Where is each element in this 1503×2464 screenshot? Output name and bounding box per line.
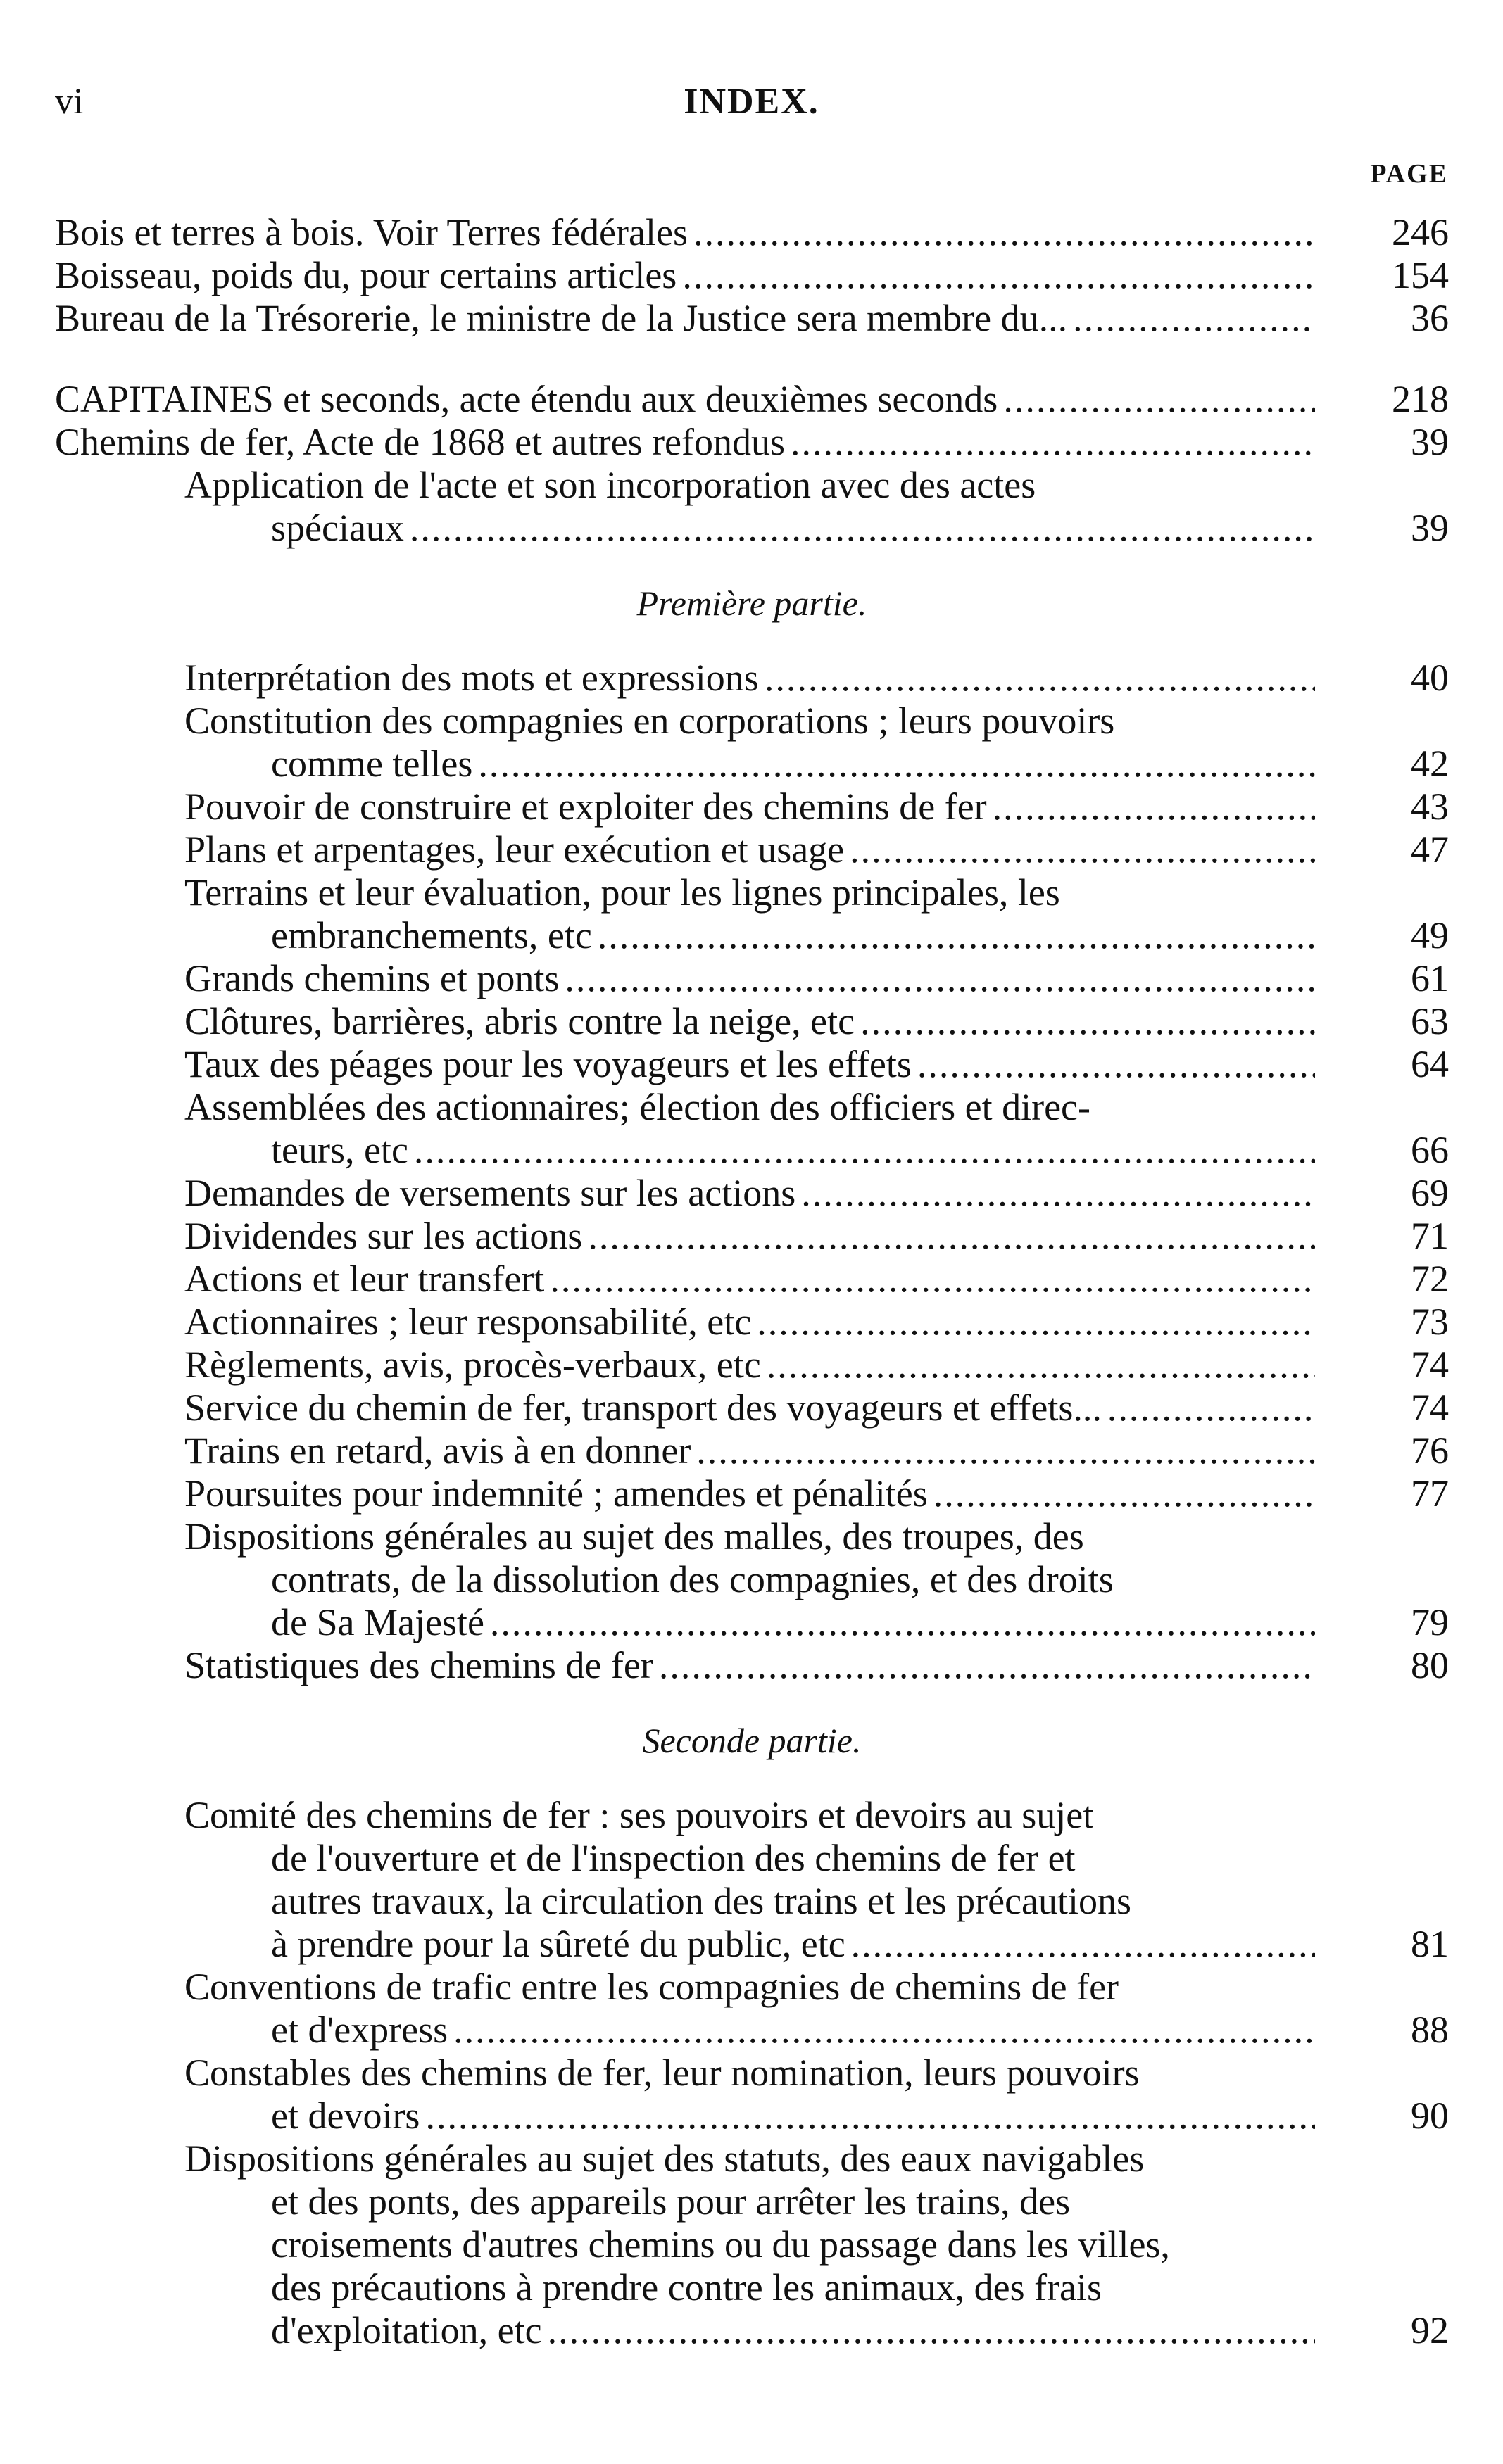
entry-line (55, 254, 1315, 297)
dot-leader (851, 1923, 1315, 1966)
entry-line (184, 2095, 1315, 2137)
index-entry (55, 1301, 1449, 1344)
entry-line (184, 1429, 1315, 1472)
entry-line (184, 743, 1315, 785)
dot-leader (478, 743, 1315, 785)
dot-leader (765, 657, 1315, 700)
dot-leader (682, 254, 1315, 297)
page-number: 73 (1411, 1301, 1449, 1343)
page-number: 42 (1411, 743, 1449, 785)
dot-leader (801, 1172, 1315, 1215)
index-entry (55, 700, 1449, 785)
page-title: INDEX. (684, 82, 819, 122)
entry-line (184, 828, 1315, 871)
entry-text: Statistiques des chemins de fer (184, 1644, 653, 1686)
entry-line (184, 785, 1315, 828)
entry-line (184, 1043, 1315, 1086)
dot-leader (860, 1000, 1315, 1043)
page-number: 74 (1411, 1344, 1449, 1386)
entry-line (184, 1344, 1315, 1386)
page-number: 39 (1411, 507, 1449, 549)
entry-line (184, 1601, 1315, 1644)
entry-text: Interprétation des mots et expressions (184, 657, 759, 699)
entry-line (184, 914, 1315, 957)
entry-line (184, 1000, 1315, 1043)
page-number: 69 (1411, 1172, 1449, 1214)
entry-text: Bureau de la Trésorerie, le ministre de la Justice sera membre du... (55, 297, 1068, 339)
page-number: 40 (1411, 657, 1449, 699)
page-number: 39 (1411, 421, 1449, 463)
entry-text: de Sa Majesté (271, 1601, 484, 1643)
entry-text: teurs, etc (271, 1129, 408, 1171)
entry-line (55, 297, 1315, 340)
entry-text: embranchements, etc (271, 914, 592, 956)
page-number: 74 (1411, 1386, 1449, 1429)
dot-leader (791, 421, 1315, 464)
dot-leader (850, 828, 1315, 871)
index-entry (55, 1215, 1449, 1258)
page-number: 88 (1411, 2009, 1449, 2051)
section-title-premiere: Première partie. (636, 583, 867, 623)
entry-text: Poursuites pour indemnité ; amendes et pénalités (184, 1472, 928, 1515)
dot-leader (1003, 378, 1315, 421)
page-number: 90 (1411, 2095, 1449, 2137)
entry-text: Dividendes sur les actions (184, 1215, 583, 1257)
page-number: 61 (1411, 957, 1449, 999)
index-entry (55, 464, 1449, 550)
index-entry (55, 1172, 1449, 1215)
entry-text: Boisseau, poids du, pour certains articles (55, 254, 677, 296)
index-entry (55, 211, 1449, 254)
index-entry (55, 785, 1449, 828)
entry-line (184, 1472, 1315, 1515)
entry-line (184, 507, 1315, 550)
page-header (55, 67, 1448, 130)
dot-leader (659, 1644, 1315, 1687)
entry-line (184, 957, 1315, 1000)
index-entry (55, 1644, 1449, 1687)
dot-leader (453, 2009, 1315, 2052)
section-title-seconde: Seconde partie. (642, 1721, 862, 1760)
entry-line (184, 1301, 1315, 1344)
entry-line (184, 1129, 1315, 1172)
entry-text: autres travaux, la circulation des trains et les précautions (271, 1880, 1132, 1922)
dot-leader (410, 507, 1315, 550)
page-number: 154 (1392, 254, 1449, 296)
entry-text: des précautions à prendre contre les animaux, des frais (271, 2266, 1102, 2308)
entry-text: contrats, de la dissolution des compagnies, et des droits (271, 1558, 1114, 1600)
entry-line (184, 2309, 1315, 2352)
entry-line (184, 1644, 1315, 1687)
entry-text: Chemins de fer, Acte de 1868 et autres refondus (55, 421, 786, 463)
entry-line (184, 1258, 1315, 1301)
entry-text: Constables des chemins de fer, leur nomination, leurs pouvoirs (184, 2052, 1140, 2094)
dot-leader (414, 1129, 1315, 1172)
entry-text: Taux des péages pour les voyageurs et les effets (184, 1043, 912, 1085)
entry-text: Grands chemins et ponts (184, 957, 560, 999)
page-number: 72 (1411, 1258, 1449, 1300)
dot-leader (425, 2095, 1315, 2137)
entry-text: et d'express (271, 2009, 448, 2051)
entry-text: Comité des chemins de fer : ses pouvoirs et devoirs au sujet (184, 1794, 1094, 1836)
index-entry (55, 2137, 1449, 2352)
dot-leader (548, 2309, 1315, 2352)
entry-line (184, 1923, 1315, 1966)
index-entry (55, 1086, 1449, 1172)
index-entry (55, 828, 1449, 871)
entry-text: Pouvoir de construire et exploiter des chemins de fer (184, 785, 987, 828)
dot-leader (1073, 297, 1315, 340)
entry-text: Demandes de versements sur les actions (184, 1172, 796, 1214)
page-column-label: PAGE (1370, 159, 1448, 189)
entry-line (184, 657, 1315, 700)
entry-text: spéciaux (271, 507, 404, 549)
entry-text: d'exploitation, etc (271, 2309, 542, 2351)
entry-text: croisements d'autres chemins ou du passage dans les villes, (271, 2223, 1170, 2266)
entry-text: Assemblées des actionnaires; élection des officiers et direc- (184, 1086, 1091, 1128)
page-number: 49 (1411, 914, 1449, 956)
index-entry (55, 1472, 1449, 1515)
index-entry (55, 2052, 1449, 2137)
entry-text: de l'ouverture et de l'inspection des chemins de fer et (271, 1837, 1076, 1879)
dot-leader (917, 1043, 1315, 1086)
page-folio: vi (55, 82, 84, 122)
page-number: 81 (1411, 1923, 1449, 1965)
index-entry (55, 254, 1449, 297)
index-entry (55, 657, 1449, 700)
index-entry (55, 1043, 1449, 1086)
entry-text: comme telles (271, 743, 473, 785)
entry-text: Terrains et leur évaluation, pour les lignes principales, les (184, 871, 1060, 914)
entry-text: à prendre pour la sûreté du public, etc (271, 1923, 845, 1965)
index-entry (55, 1515, 1449, 1644)
index-entry (55, 1386, 1449, 1429)
page-number: 47 (1411, 828, 1449, 871)
entry-text: Constitution des compagnies en corporations ; leurs pouvoirs (184, 700, 1115, 742)
entry-line (55, 211, 1315, 254)
index-entry (55, 378, 1449, 421)
dot-leader (757, 1301, 1315, 1344)
dot-leader (598, 914, 1315, 957)
entry-line (184, 1215, 1315, 1258)
entry-text: Clôtures, barrières, abris contre la neige, etc (184, 1000, 855, 1042)
page-number: 246 (1392, 211, 1449, 253)
page-number: 43 (1411, 785, 1449, 828)
entry-text: Service du chemin de fer, transport des voyageurs et effets... (184, 1386, 1102, 1429)
page-number: 66 (1411, 1129, 1449, 1171)
entry-text: Conventions de trafic entre les compagnies de chemins de fer (184, 1966, 1119, 2008)
index-entry (55, 1344, 1449, 1386)
entry-text: Actions et leur transfert (184, 1258, 545, 1300)
dot-leader (565, 957, 1315, 1000)
dot-leader (767, 1344, 1315, 1386)
entry-text: Plans et arpentages, leur exécution et usage (184, 828, 845, 871)
entry-text: et des ponts, des appareils pour arrêter les trains, des (271, 2180, 1071, 2223)
entry-text: Dispositions générales au sujet des statuts, des eaux navigables (184, 2137, 1145, 2180)
entry-text: CAPITAINES et seconds, acte étendu aux deuxièmes seconds (55, 378, 998, 420)
index-entry (55, 421, 1449, 464)
entry-line (55, 421, 1315, 464)
entry-text: Dispositions générales au sujet des malles, des troupes, des (184, 1515, 1084, 1558)
index-entry (55, 1000, 1449, 1043)
entry-line (184, 2009, 1315, 2052)
dot-leader (696, 1429, 1315, 1472)
index-entry (55, 1258, 1449, 1301)
page-number: 218 (1392, 378, 1449, 420)
dot-leader (1107, 1386, 1315, 1429)
entry-line (184, 1386, 1315, 1429)
entry-text: Règlements, avis, procès-verbaux, etc (184, 1344, 761, 1386)
page-number: 64 (1411, 1043, 1449, 1085)
entry-text: Bois et terres à bois. Voir Terres fédérales (55, 211, 688, 253)
page-number: 77 (1411, 1472, 1449, 1515)
dot-leader (550, 1258, 1315, 1301)
dot-leader (933, 1472, 1315, 1515)
page-number: 36 (1411, 297, 1449, 339)
page-number: 71 (1411, 1215, 1449, 1257)
index-entry (55, 957, 1449, 1000)
entry-text: Trains en retard, avis à en donner (184, 1429, 691, 1472)
dot-leader (693, 211, 1315, 254)
dot-leader (993, 785, 1315, 828)
entry-line (184, 1172, 1315, 1215)
entry-text: et devoirs (271, 2095, 420, 2137)
index-entry (55, 871, 1449, 957)
entry-line (55, 378, 1315, 421)
dot-leader (490, 1601, 1315, 1644)
page-number: 63 (1411, 1000, 1449, 1042)
index-entry (55, 1429, 1449, 1472)
page-number: 80 (1411, 1644, 1449, 1686)
index-entry (55, 1966, 1449, 2052)
index-entry (55, 297, 1449, 340)
index-entry (55, 1794, 1449, 1966)
entry-text: Application de l'acte et son incorporation avec des actes (184, 464, 1036, 506)
dot-leader (588, 1215, 1315, 1258)
entry-text: Actionnaires ; leur responsabilité, etc (184, 1301, 752, 1343)
page-number: 76 (1411, 1429, 1449, 1472)
page-number: 79 (1411, 1601, 1449, 1643)
index-entries (55, 211, 1449, 2352)
page-number: 92 (1411, 2309, 1449, 2351)
